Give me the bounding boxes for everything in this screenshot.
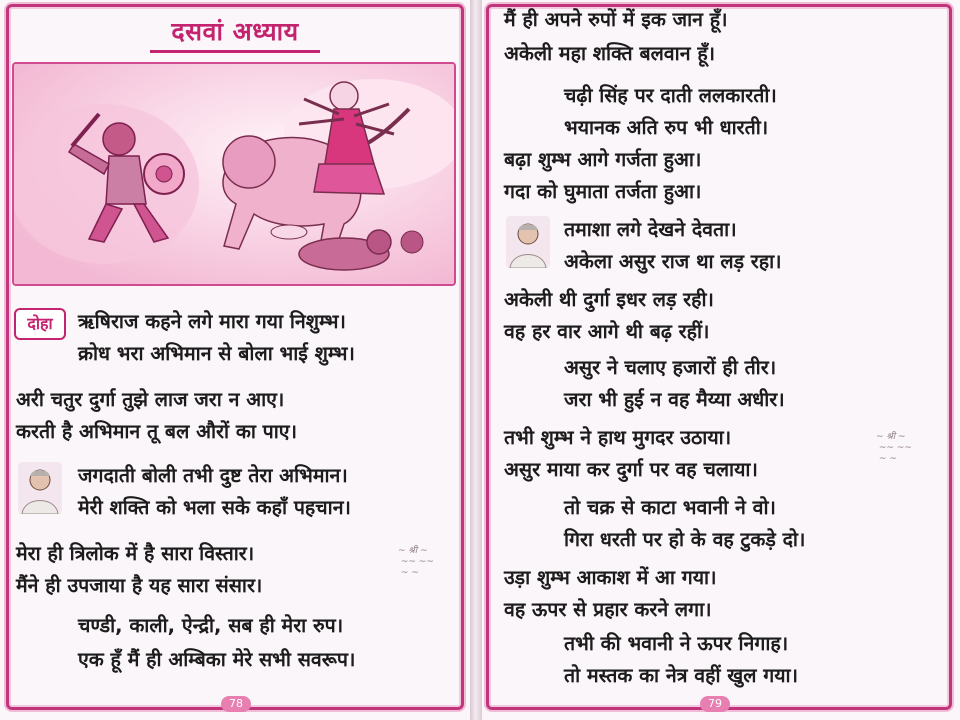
battle-illustration [12,62,456,286]
verse-line: करती है अभिमान तू बल औरों का पाए। [16,420,297,443]
verse-line: गदा को घुमाता तर्जता हुआ। [504,180,702,203]
right-page [482,0,960,720]
verse-line: असुर माया कर दुर्गा पर वह चलाया। [504,458,758,481]
verse-line: जरा भी हुई न वह मैय्या अधीर। [564,388,785,411]
verse-line: चण्डी, काली, ऐन्द्री, सब ही मेरा रुप। [78,614,344,637]
verse-line: तो मस्तक का नेत्र वहीं खुल गया। [564,664,798,687]
verse-line: क्रोध भरा अभिमान से बोला भाई शुम्भ। [78,342,355,365]
verse-line: अकेली थी दुर्गा इधर लड़ रही। [504,288,714,311]
verse-line: बढ़ा शुम्भ आगे गर्जता हुआ। [504,148,702,171]
verse-line: मेरा ही त्रिलोक में है सारा विस्तार। [16,542,255,565]
doha-label: दोहा [14,308,66,340]
verse-line: वह ऊपर से प्रहार करने लगा। [504,598,712,621]
verse-line: चढ़ी सिंह पर दाती ललकारती। [564,84,777,107]
verse-line: गिरा धरती पर हो के वह टुकड़े दो। [564,528,806,551]
author-portrait-icon [506,216,550,268]
verse-line: एक हूँ मैं ही अम्बिका मेरे सभी सवरूप। [78,648,356,671]
handwritten-signature-icon: ~ श्री ~ ~~ ~~ ~ ~ [398,546,434,578]
verse-line: मैंने ही उपजाया है यह सारा संसार। [16,574,263,597]
page-number: 79 [700,696,730,712]
verse-line: वह हर वार आगे थी बढ़ रहीं। [504,320,710,343]
verse-line: मैं ही अपने रुपों में इक जान हूँ। [504,8,728,31]
title-underline [150,50,320,53]
verse-line: तभी की भवानी ने ऊपर निगाह। [564,632,789,655]
verse-line: अकेली महा शक्ति बलवान हूँ। [504,42,716,65]
left-page [0,0,472,720]
verse-line: तमाशा लगे देखने देवता। [564,218,737,241]
verse-line: ऋषिराज कहने लगे मारा गया निशुम्भ। [78,310,346,333]
verse-line: भयानक अति रुप भी धारती। [564,116,769,139]
verse-line: तो चक्र से काटा भवानी ने वो। [564,496,776,519]
verse-line: अकेला असुर राज था लड़ रहा। [564,250,782,273]
chapter-title: दसवां अध्याय [171,17,299,46]
author-portrait-icon [18,462,62,514]
verse-line: उड़ा शुम्भ आकाश में आ गया। [504,566,717,589]
verse-line: जगदाती बोली तभी दुष्ट तेरा अभिमान। [78,464,348,487]
verse-line: तभी शुम्भ ने हाथ मुगदर उठाया। [504,426,732,449]
handwritten-signature-icon: ~ श्री ~ ~~ ~~ ~ ~ [876,432,912,464]
verse-line: अरी चतुर दुर्गा तुझे लाज जरा न आए। [16,388,285,411]
verse-line: असुर ने चलाए हजारों ही तीर। [564,356,777,379]
durga-lion-illustration-icon [14,64,454,284]
verse-line: मेरी शक्ति को भला सके कहाँ पहचान। [78,496,351,519]
page-number: 78 [221,696,251,712]
